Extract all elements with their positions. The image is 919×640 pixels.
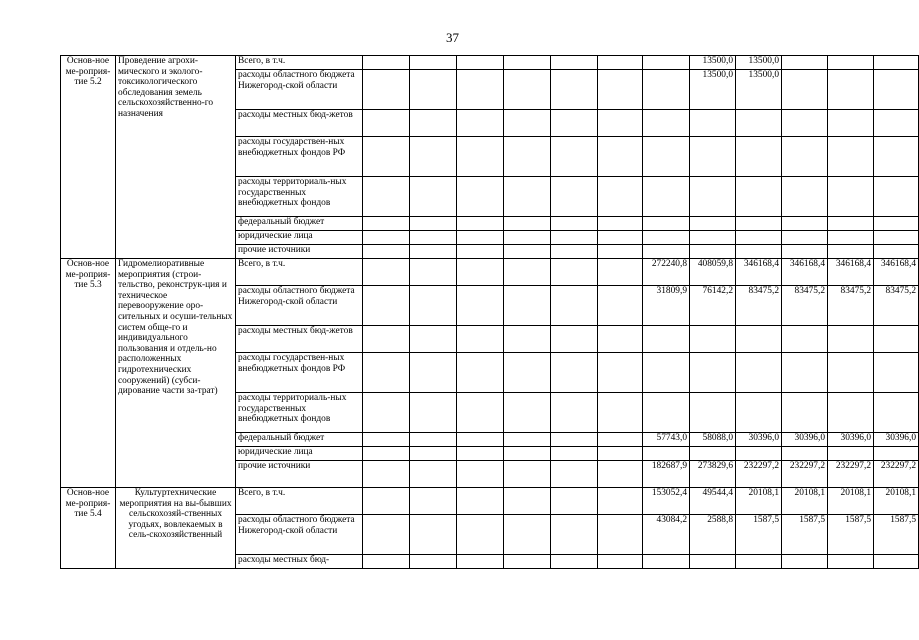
value-cell — [457, 231, 504, 245]
value-cell — [363, 447, 410, 461]
value-cell — [736, 137, 782, 177]
value-cell — [736, 447, 782, 461]
value-cell — [782, 217, 828, 231]
value-cell — [828, 393, 874, 433]
value-cell — [457, 555, 504, 569]
value-cell — [598, 555, 643, 569]
value-cell — [874, 217, 919, 231]
funding-source: Всего, в т.ч. — [236, 56, 363, 70]
value-cell — [551, 326, 598, 353]
value-cell — [598, 515, 643, 555]
value-cell — [410, 393, 457, 433]
value-cell — [598, 245, 643, 259]
value-cell — [363, 461, 410, 488]
value-cell — [504, 70, 551, 110]
value-cell: 30396,0 — [828, 433, 874, 447]
value-cell — [504, 56, 551, 70]
value-cell — [736, 110, 782, 137]
value-cell: 346168,4 — [736, 259, 782, 286]
value-cell — [551, 137, 598, 177]
value-cell — [410, 217, 457, 231]
value-cell — [874, 137, 919, 177]
value-cell — [363, 393, 410, 433]
value-cell: 1587,5 — [782, 515, 828, 555]
value-cell — [551, 353, 598, 393]
value-cell — [457, 433, 504, 447]
value-cell — [363, 217, 410, 231]
value-cell: 346168,4 — [874, 259, 919, 286]
value-cell — [363, 231, 410, 245]
value-cell: 30396,0 — [874, 433, 919, 447]
value-cell — [504, 259, 551, 286]
value-cell — [643, 245, 690, 259]
value-cell — [457, 393, 504, 433]
value-cell — [504, 137, 551, 177]
value-cell — [598, 433, 643, 447]
value-cell — [457, 177, 504, 217]
value-cell: 57743,0 — [643, 433, 690, 447]
value-cell — [690, 555, 736, 569]
value-cell — [551, 56, 598, 70]
value-cell — [874, 70, 919, 110]
value-cell: 20108,1 — [874, 488, 919, 515]
value-cell: 13500,0 — [690, 70, 736, 110]
value-cell — [457, 326, 504, 353]
value-cell — [782, 393, 828, 433]
value-cell — [598, 393, 643, 433]
value-cell: 182687,9 — [643, 461, 690, 488]
value-cell — [874, 393, 919, 433]
value-cell: 30396,0 — [782, 433, 828, 447]
funding-source: расходы областного бюджета Нижегород-ской области — [236, 286, 363, 326]
value-cell — [457, 217, 504, 231]
value-cell — [782, 231, 828, 245]
value-cell — [363, 353, 410, 393]
value-cell — [551, 488, 598, 515]
value-cell — [410, 447, 457, 461]
value-cell — [410, 70, 457, 110]
value-cell — [690, 137, 736, 177]
page-number: 37 — [446, 30, 459, 45]
measure-name: Культуртехнические мероприятия на вы-бывших сельскохозяй-ственных угодьях, вовлекаемых в сель-скохозяйственный — [116, 488, 236, 569]
table-row — [61, 488, 919, 515]
value-cell: 13500,0 — [736, 56, 782, 70]
value-cell: 232297,2 — [782, 461, 828, 488]
value-cell — [643, 231, 690, 245]
value-cell — [363, 555, 410, 569]
value-cell: 83475,2 — [782, 286, 828, 326]
value-cell — [736, 353, 782, 393]
value-cell — [410, 137, 457, 177]
value-cell — [782, 353, 828, 393]
value-cell — [457, 259, 504, 286]
value-cell — [410, 231, 457, 245]
value-cell — [410, 259, 457, 286]
value-cell — [690, 177, 736, 217]
value-cell — [504, 326, 551, 353]
value-cell: 43084,2 — [643, 515, 690, 555]
value-cell — [828, 70, 874, 110]
value-cell — [690, 393, 736, 433]
value-cell — [874, 353, 919, 393]
value-cell — [598, 461, 643, 488]
value-cell — [874, 447, 919, 461]
value-cell — [457, 461, 504, 488]
funding-source: расходы местных бюд-жетов — [236, 110, 363, 137]
value-cell — [598, 259, 643, 286]
value-cell — [363, 259, 410, 286]
value-cell: 13500,0 — [736, 70, 782, 110]
value-cell — [828, 353, 874, 393]
value-cell — [410, 245, 457, 259]
value-cell — [828, 217, 874, 231]
value-cell — [828, 447, 874, 461]
value-cell — [874, 555, 919, 569]
funding-source: расходы территориаль-ных государственных внебюджетных фондов — [236, 393, 363, 433]
value-cell — [551, 70, 598, 110]
funding-source: прочие источники — [236, 461, 363, 488]
funding-source: юридические лица — [236, 231, 363, 245]
value-cell — [782, 110, 828, 137]
value-cell — [828, 137, 874, 177]
value-cell — [363, 286, 410, 326]
value-cell — [643, 70, 690, 110]
value-cell — [598, 231, 643, 245]
value-cell — [782, 177, 828, 217]
value-cell — [828, 555, 874, 569]
value-cell — [457, 110, 504, 137]
value-cell — [551, 245, 598, 259]
value-cell — [690, 217, 736, 231]
value-cell — [736, 326, 782, 353]
value-cell — [551, 177, 598, 217]
funding-source: расходы территориаль-ных государственных внебюджетных фондов — [236, 177, 363, 217]
value-cell — [551, 433, 598, 447]
value-cell — [598, 177, 643, 217]
value-cell: 408059,8 — [690, 259, 736, 286]
value-cell — [598, 447, 643, 461]
value-cell: 232297,2 — [828, 461, 874, 488]
measure-name: Проведение агрохи-мического и эколого-токсикологического обследования земель сельскохозяйственно-го назначения — [116, 56, 236, 259]
value-cell — [504, 177, 551, 217]
value-cell — [782, 56, 828, 70]
value-cell — [410, 515, 457, 555]
value-cell: 83475,2 — [828, 286, 874, 326]
value-cell: 83475,2 — [736, 286, 782, 326]
value-cell — [690, 326, 736, 353]
funding-source: Всего, в т.ч. — [236, 488, 363, 515]
value-cell — [457, 488, 504, 515]
funding-source: расходы областного бюджета Нижегород-ской области — [236, 70, 363, 110]
value-cell — [504, 433, 551, 447]
budget-table — [60, 55, 919, 569]
value-cell: 2588,8 — [690, 515, 736, 555]
value-cell — [874, 56, 919, 70]
value-cell — [410, 488, 457, 515]
value-cell: 1587,5 — [828, 515, 874, 555]
measure-name: Гидромелиоративные мероприятия (строи-тельство, реконструк-ция и техническое перевооружение оро-сительных и осуши-тельных систем обще-го и индивидуального пользования и отдель-но расположенных гидротехнических сооружений) (субси-дирование части за-трат) — [116, 259, 236, 488]
value-cell — [410, 555, 457, 569]
value-cell — [363, 433, 410, 447]
funding-source: расходы государствен-ных внебюджетных фондов РФ — [236, 353, 363, 393]
value-cell — [736, 217, 782, 231]
value-cell: 346168,4 — [828, 259, 874, 286]
value-cell — [736, 555, 782, 569]
funding-source: федеральный бюджет — [236, 217, 363, 231]
value-cell — [643, 217, 690, 231]
value-cell: 273829,6 — [690, 461, 736, 488]
value-cell — [457, 353, 504, 393]
value-cell — [643, 353, 690, 393]
value-cell — [643, 56, 690, 70]
value-cell — [551, 393, 598, 433]
value-cell — [551, 110, 598, 137]
value-cell — [457, 56, 504, 70]
value-cell — [410, 177, 457, 217]
value-cell — [551, 461, 598, 488]
value-cell: 76142,2 — [690, 286, 736, 326]
funding-source: юридические лица — [236, 447, 363, 461]
value-cell: 1587,5 — [874, 515, 919, 555]
value-cell — [504, 110, 551, 137]
value-cell — [363, 245, 410, 259]
value-cell — [782, 555, 828, 569]
value-cell — [736, 231, 782, 245]
value-cell: 30396,0 — [736, 433, 782, 447]
value-cell — [874, 326, 919, 353]
value-cell: 232297,2 — [736, 461, 782, 488]
value-cell — [363, 177, 410, 217]
value-cell — [504, 393, 551, 433]
value-cell: 20108,1 — [828, 488, 874, 515]
value-cell — [736, 177, 782, 217]
value-cell — [551, 231, 598, 245]
value-cell: 58088,0 — [690, 433, 736, 447]
value-cell — [782, 137, 828, 177]
value-cell — [598, 70, 643, 110]
value-cell: 20108,1 — [782, 488, 828, 515]
value-cell — [363, 326, 410, 353]
funding-source: расходы местных бюд-жетов — [236, 326, 363, 353]
value-cell — [551, 447, 598, 461]
value-cell — [782, 70, 828, 110]
value-cell — [598, 56, 643, 70]
value-cell — [551, 217, 598, 231]
value-cell — [457, 137, 504, 177]
value-cell — [690, 245, 736, 259]
value-cell — [551, 515, 598, 555]
value-cell — [598, 353, 643, 393]
value-cell — [736, 393, 782, 433]
value-cell — [363, 488, 410, 515]
value-cell: 272240,8 — [643, 259, 690, 286]
value-cell — [410, 286, 457, 326]
value-cell — [410, 56, 457, 70]
value-cell — [874, 231, 919, 245]
value-cell — [598, 110, 643, 137]
value-cell — [363, 70, 410, 110]
value-cell — [598, 137, 643, 177]
value-cell — [410, 433, 457, 447]
value-cell — [551, 286, 598, 326]
table-body — [61, 56, 919, 569]
value-cell — [504, 555, 551, 569]
value-cell — [643, 137, 690, 177]
value-cell — [504, 515, 551, 555]
funding-source: Всего, в т.ч. — [236, 259, 363, 286]
value-cell — [643, 447, 690, 461]
value-cell — [828, 177, 874, 217]
value-cell — [828, 245, 874, 259]
value-cell — [690, 231, 736, 245]
value-cell — [598, 217, 643, 231]
value-cell: 232297,2 — [874, 461, 919, 488]
value-cell — [690, 110, 736, 137]
value-cell — [690, 353, 736, 393]
table-row — [61, 56, 919, 70]
value-cell — [363, 110, 410, 137]
value-cell: 1587,5 — [736, 515, 782, 555]
value-cell — [643, 393, 690, 433]
value-cell — [410, 461, 457, 488]
value-cell — [504, 231, 551, 245]
value-cell: 31809,9 — [643, 286, 690, 326]
value-cell — [598, 488, 643, 515]
value-cell — [782, 245, 828, 259]
value-cell — [828, 110, 874, 137]
value-cell — [690, 447, 736, 461]
value-cell — [643, 177, 690, 217]
value-cell — [874, 110, 919, 137]
value-cell — [874, 245, 919, 259]
value-cell — [828, 326, 874, 353]
value-cell — [551, 259, 598, 286]
value-cell — [504, 447, 551, 461]
value-cell — [782, 326, 828, 353]
value-cell — [828, 56, 874, 70]
value-cell — [643, 555, 690, 569]
value-cell — [504, 286, 551, 326]
value-cell: 83475,2 — [874, 286, 919, 326]
value-cell — [457, 70, 504, 110]
value-cell — [457, 245, 504, 259]
value-cell — [410, 353, 457, 393]
value-cell — [598, 286, 643, 326]
value-cell — [643, 326, 690, 353]
funding-source: прочие источники — [236, 245, 363, 259]
value-cell: 13500,0 — [690, 56, 736, 70]
value-cell: 20108,1 — [736, 488, 782, 515]
value-cell — [828, 231, 874, 245]
value-cell — [504, 245, 551, 259]
value-cell: 153052,4 — [643, 488, 690, 515]
value-cell — [363, 56, 410, 70]
funding-source: расходы областного бюджета Нижегород-ской области — [236, 515, 363, 555]
value-cell — [504, 488, 551, 515]
funding-source: расходы местных бюд- — [236, 555, 363, 569]
value-cell — [598, 326, 643, 353]
value-cell — [504, 217, 551, 231]
table-row — [61, 259, 919, 286]
value-cell — [457, 515, 504, 555]
value-cell — [504, 353, 551, 393]
value-cell — [410, 110, 457, 137]
measure-code: Основ-ное ме-роприя-тие 5.3 — [61, 259, 116, 488]
value-cell — [736, 245, 782, 259]
value-cell: 346168,4 — [782, 259, 828, 286]
measure-code: Основ-ное ме-роприя-тие 5.4 — [61, 488, 116, 569]
value-cell — [643, 110, 690, 137]
value-cell — [363, 137, 410, 177]
value-cell — [874, 177, 919, 217]
value-cell — [504, 461, 551, 488]
value-cell — [410, 326, 457, 353]
measure-code: Основ-ное ме-роприя-тие 5.2 — [61, 56, 116, 259]
value-cell — [457, 447, 504, 461]
value-cell — [457, 286, 504, 326]
funding-source: расходы государствен-ных внебюджетных фондов РФ — [236, 137, 363, 177]
value-cell — [363, 515, 410, 555]
value-cell — [551, 555, 598, 569]
value-cell: 49544,4 — [690, 488, 736, 515]
funding-source: федеральный бюджет — [236, 433, 363, 447]
value-cell — [782, 447, 828, 461]
